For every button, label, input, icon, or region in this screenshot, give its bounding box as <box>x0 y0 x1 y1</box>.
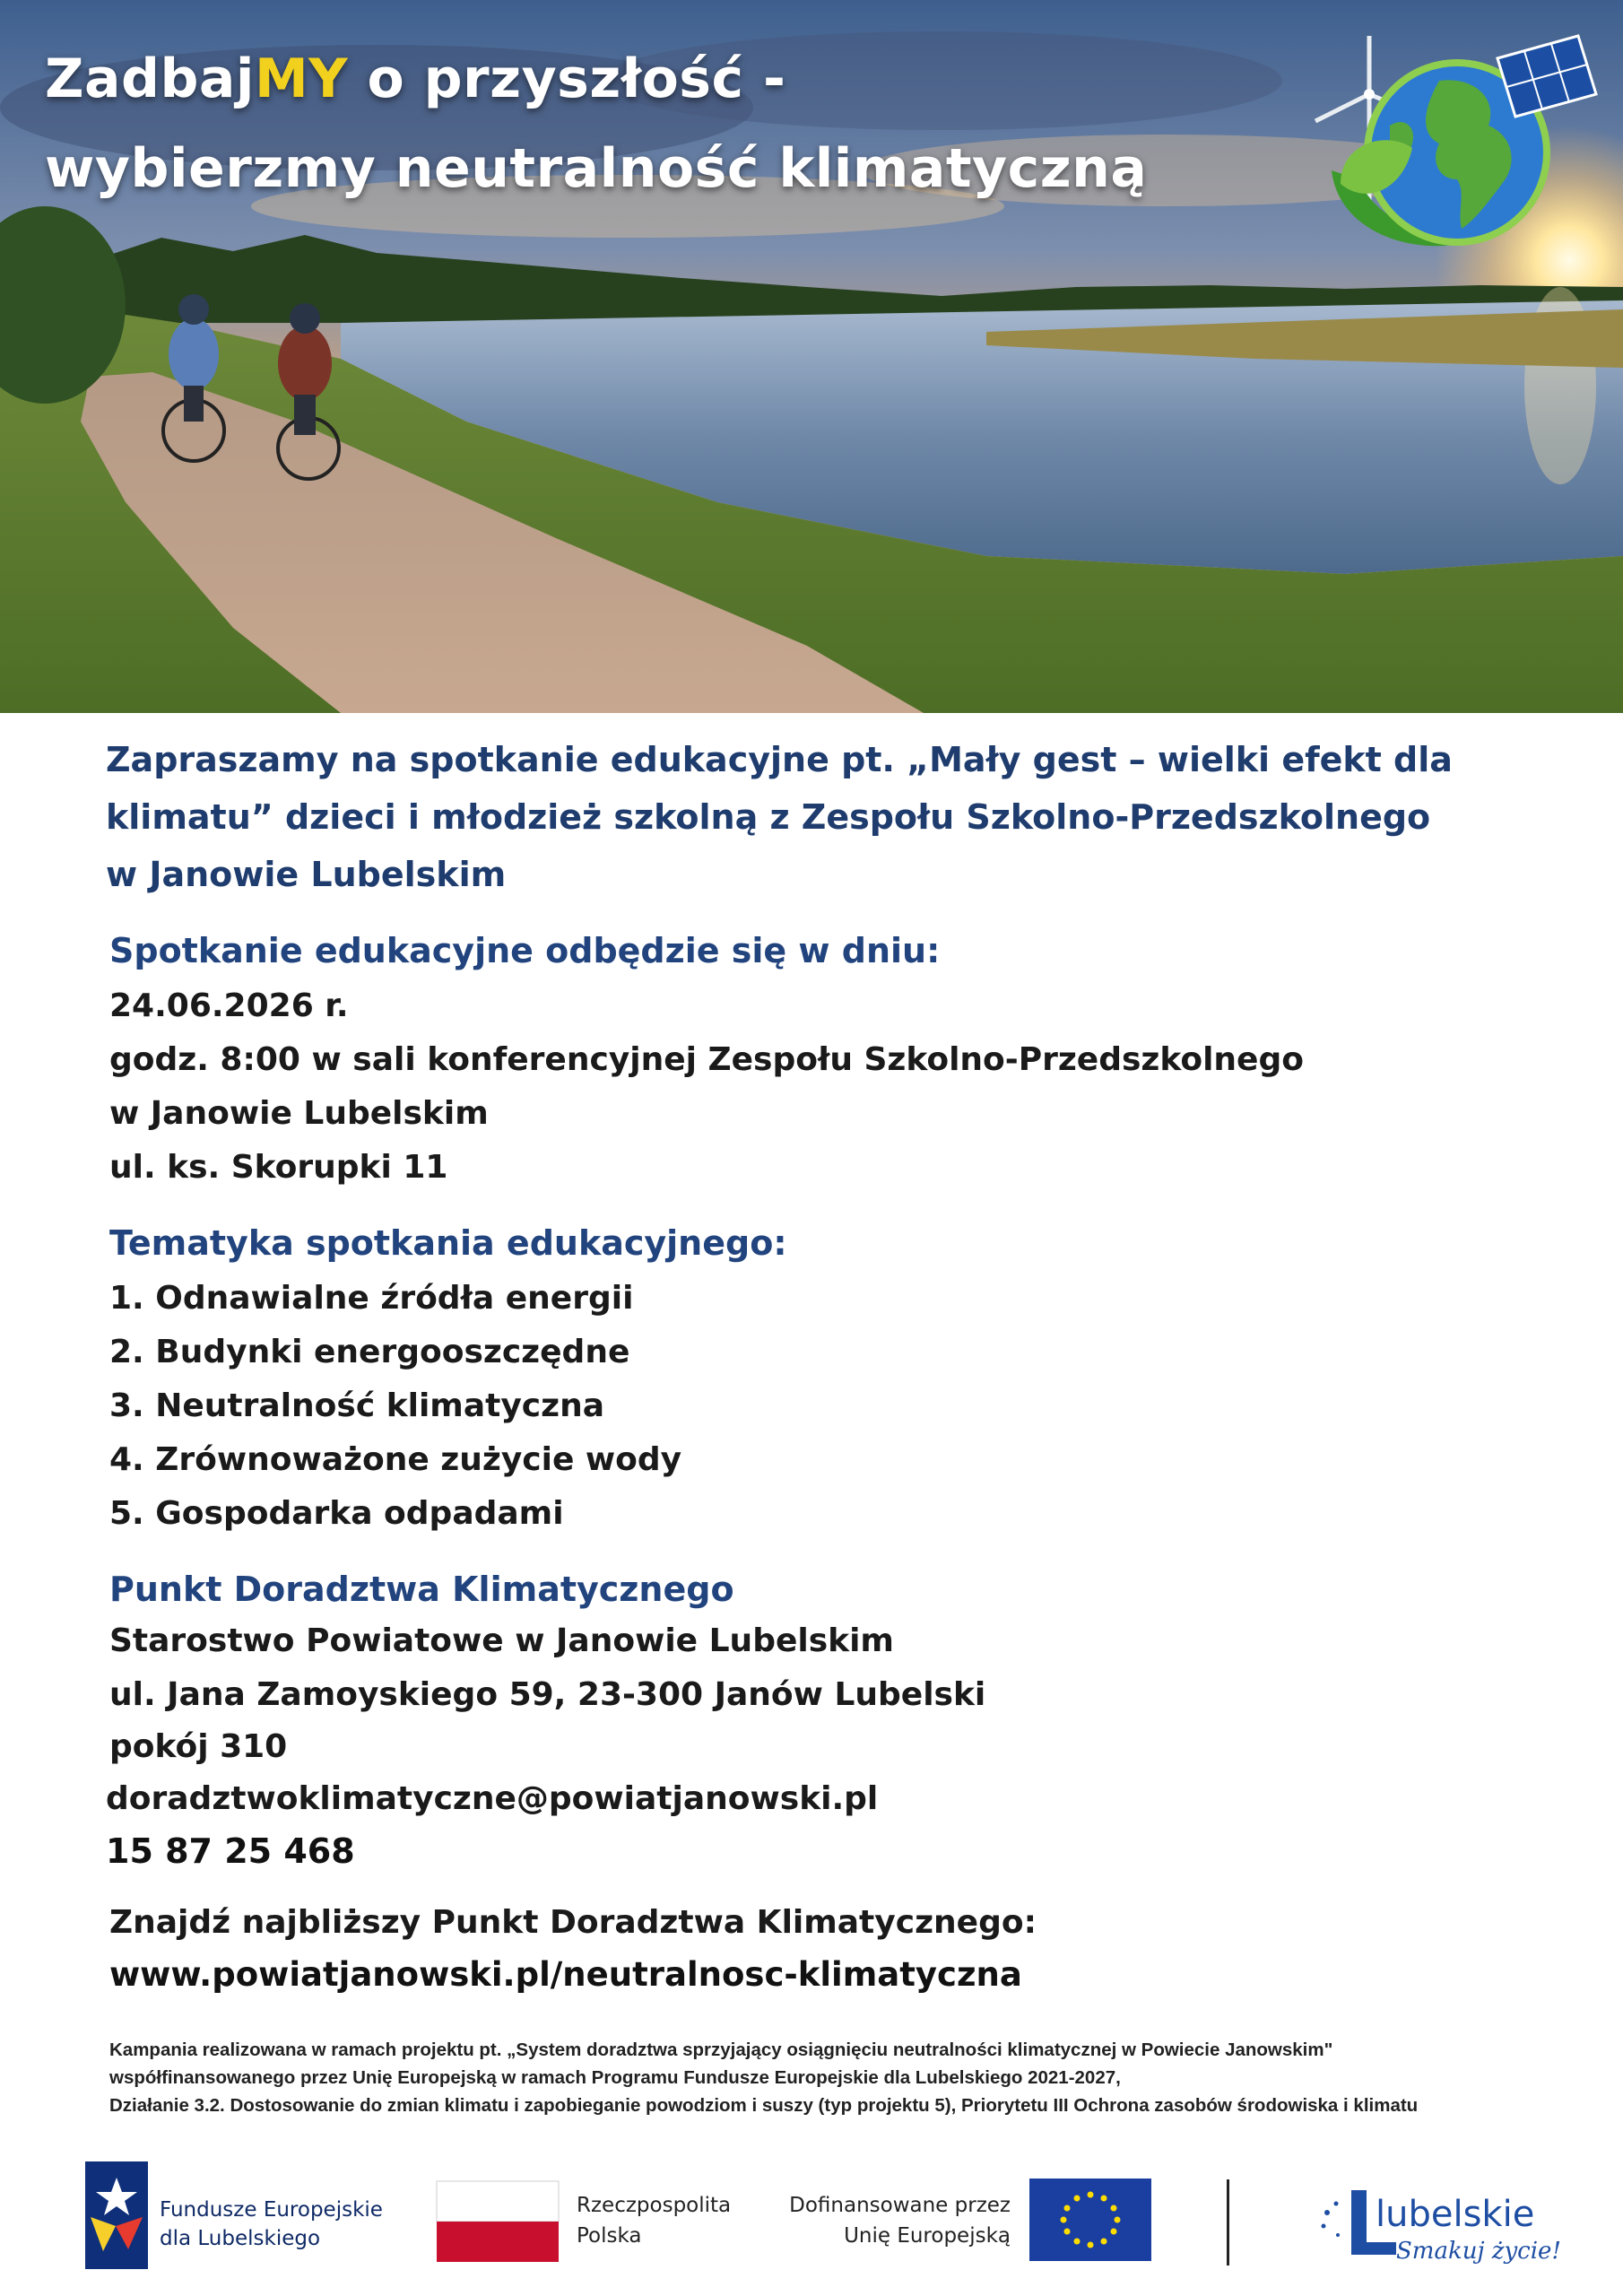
intro-line: w Janowie Lubelskim <box>106 855 507 894</box>
headline <box>45 34 1147 213</box>
topic-item: 4. Zrównoważone zużycie wody <box>109 1441 682 1478</box>
headline-prefix: Zadbaj <box>45 48 255 110</box>
lubelskie-slogan: Smakuj życie! <box>1396 2238 1561 2265</box>
eu-line-1: Dofinansowane przez <box>789 2194 1011 2217</box>
meeting-street: ul. ks. Skorupki 11 <box>109 1149 448 1186</box>
topic-item: 1. Odnawialne źródła energii <box>109 1280 634 1317</box>
rp-line-1: Rzeczpospolita <box>577 2194 732 2217</box>
eu-logo-text <box>762 2190 1011 2251</box>
meeting-town: w Janowie Lubelskim <box>109 1095 489 1132</box>
intro-paragraph <box>106 731 1558 903</box>
lubelskie-name: lubelskie <box>1376 2194 1535 2235</box>
intro-line: Zapraszamy na spotkanie edukacyjne pt. „Mały gest – wielki efekt dla <box>106 740 1453 779</box>
finder-url-link[interactable]: www.powiatjanowski.pl/neutralnosc-klimatyczna <box>109 1955 1022 1994</box>
footer-divider <box>1227 2179 1229 2266</box>
rp-logo-text <box>577 2190 731 2251</box>
disclaimer-line: Działanie 3.2. Dostosowanie do zmian klimatu i zapobieganie powodziom i suszy (typ projektu 5), Priorytetu III Ochrona zasobów środowiska i klimatu <box>109 2095 1419 2116</box>
meeting-time-place: godz. 8:00 w sali konferencyjnej Zespołu Szkolno-Przedszkolnego <box>109 1041 1304 1078</box>
fe-line-1: Fundusze Europejskie <box>160 2198 383 2222</box>
contact-office: Starostwo Powiatowe w Janowie Lubelskim <box>109 1622 894 1659</box>
meeting-heading: Spotkanie edukacyjne odbędzie się w dniu: <box>109 931 941 970</box>
hero-photo <box>0 0 1623 713</box>
topic-item: 2. Budynki energooszczędne <box>109 1334 630 1370</box>
headline-accent: MY <box>254 48 349 110</box>
lubelskie-logo <box>1311 2172 1561 2271</box>
poland-flag-icon <box>437 2181 559 2262</box>
disclaimer-line: Kampania realizowana w ramach projektu pt. „System doradztwa sprzyjający osiągnięciu neutralności klimatycznej w Powiecie Janowskim" <box>109 2039 1333 2060</box>
headline-line-1 <box>45 34 1147 124</box>
fe-star-icon <box>85 2161 148 2269</box>
finder-label: Znajdź najbliższy Punkt Doradztwa Klimatycznego: <box>109 1904 1037 1941</box>
fe-logo-text <box>160 2196 383 2253</box>
contact-email-link[interactable]: doradztwoklimatyczne@powiatjanowski.pl <box>106 1780 879 1817</box>
headline-line-2: wybierzmy neutralność klimatyczną <box>45 137 1148 200</box>
eu-flag-icon <box>1029 2179 1151 2261</box>
contact-room: pokój 310 <box>109 1728 288 1765</box>
rp-line-2: Polska <box>577 2224 642 2248</box>
meeting-date: 24.06.2026 r. <box>109 987 349 1024</box>
topics-heading: Tematyka spotkania edukacyjnego: <box>109 1223 787 1263</box>
eu-line-2: Unię Europejską <box>844 2224 1011 2248</box>
headline-suffix: o przyszłość - <box>348 48 786 110</box>
fe-line-2: dla Lubelskiego <box>160 2227 321 2250</box>
solar-panel-icon <box>1497 36 1596 117</box>
topic-item: 3. Neutralność klimatyczna <box>109 1387 605 1424</box>
globe-eco-icon <box>1305 27 1601 269</box>
contact-phone: 15 87 25 468 <box>106 1831 355 1871</box>
intro-line: klimatu” dzieci i młodzież szkolną z Zespołu Szkolno-Przedszkolnego <box>106 797 1431 837</box>
topic-item: 5. Gospodarka odpadami <box>109 1495 564 1532</box>
contact-heading: Punkt Doradztwa Klimatycznego <box>109 1570 734 1609</box>
footer-logo-bar <box>0 2144 1623 2278</box>
disclaimer-line: współfinansowanego przez Unię Europejską w ramach Programu Fundusze Europejskie dla Lubelskiego 2021-2027, <box>109 2067 1121 2088</box>
contact-address: ul. Jana Zamoyskiego 59, 23-300 Janów Lubelski <box>109 1676 986 1713</box>
